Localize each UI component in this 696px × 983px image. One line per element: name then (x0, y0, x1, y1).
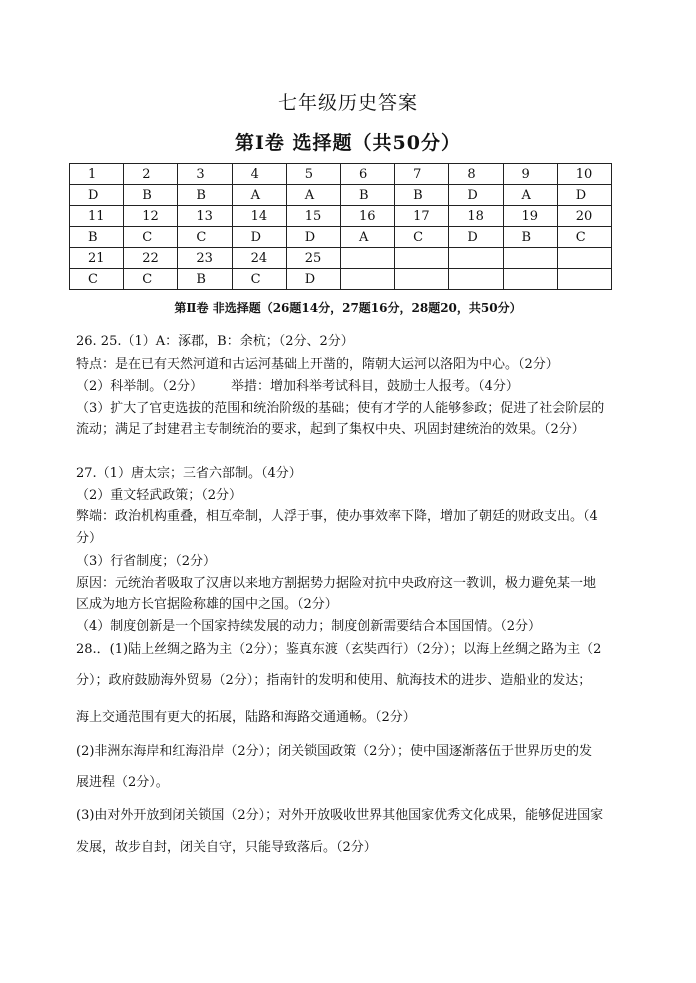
answer-line-text: 弊端：政治机构重叠，相互牵制，人浮于事，使办事效率下降，增加了朝廷的财政支出。（4 (76, 509, 598, 524)
table-cell (449, 269, 503, 290)
answer-line (76, 669, 591, 688)
answer-line-text: (3)由对外开放到闭关锁国（2分）；对外开放吸收世界其他国家优秀文化成果，能够促进国家 (76, 808, 604, 823)
table-cell: B (178, 269, 232, 290)
answer-line (76, 706, 416, 725)
table-cell: 18 (449, 206, 503, 227)
table-cell: 6 (340, 164, 394, 185)
table-cell (340, 248, 394, 269)
answer-line (76, 375, 519, 394)
answer-line-text: 28.．(1)陆上丝绸之路为主（2分）；鉴真东渡（玄奘西行）（2分）；以海上丝绸之路为主（2 (76, 642, 602, 657)
answer-line-text: （3）扩大了官吏选拔的范围和统治阶级的基础；使有才学的人能够参政；促进了社会阶层的 (76, 401, 605, 416)
table-cell (395, 269, 449, 290)
table-cell: 22 (124, 248, 178, 269)
table-row (70, 185, 612, 206)
table-cell (503, 269, 557, 290)
table-cell: D (70, 185, 124, 206)
table-cell: B (340, 185, 394, 206)
table-cell: 24 (232, 248, 286, 269)
table-cell: 9 (503, 164, 557, 185)
answer-line (76, 353, 559, 372)
answer-line-text: （3）行省制度；（2分） (76, 554, 217, 569)
table-cell: C (70, 269, 124, 290)
table-cell: C (124, 227, 178, 248)
table-cell: 5 (286, 164, 340, 185)
answer-line-text: （2）科举制。（2分） (76, 379, 204, 394)
table-cell: 16 (340, 206, 394, 227)
table-cell: D (557, 185, 611, 206)
table-cell: C (124, 269, 178, 290)
table-cell (557, 248, 611, 269)
answer-line (76, 330, 354, 349)
part1-heading: 第Ⅰ卷 选择题（共50分） (235, 132, 461, 154)
answer-line (76, 615, 541, 634)
table-cell (340, 269, 394, 290)
answer-line (76, 740, 592, 759)
answer-line-text: 海上交通范围有更大的拓展，陆路和海路交通通畅。（2分） (76, 710, 416, 725)
answer-line-text: (2)非洲东海岸和红海沿岸（2分）；闭关锁国政策（2分）；使中国逐渐落伍于世界历史的发 (76, 744, 592, 759)
table-cell: D (449, 227, 503, 248)
answer-line (76, 804, 603, 823)
table-cell: A (503, 185, 557, 206)
table-cell: A (232, 185, 286, 206)
part2-heading: 第Ⅱ卷 非选择题（26题14分，27题16分，28题20，共50分） (174, 301, 522, 315)
table-cell: C (557, 227, 611, 248)
table-cell: 15 (286, 206, 340, 227)
table-cell: C (395, 227, 449, 248)
answer-line-text: 区成为地方长官据险称雄的国中之国。（2分） (76, 597, 338, 612)
answer-line (76, 572, 596, 591)
table-cell: B (395, 185, 449, 206)
page-title: 七年级历史答案 (277, 92, 418, 114)
answer-line (76, 638, 601, 657)
answer-line-text: 发展，故步自封，闭关自守，只能导致落后。（2分） (76, 840, 377, 855)
answer-line-text: 27.（1）唐太宗；三省六部制。（4分） (76, 466, 302, 481)
table-cell: B (70, 227, 124, 248)
table-cell: 8 (449, 164, 503, 185)
table-row (70, 164, 612, 185)
answer-line (76, 397, 604, 416)
table-cell (395, 248, 449, 269)
table-cell: 4 (232, 164, 286, 185)
answer-line (76, 418, 585, 437)
answer-line-text: 展进程（2分）。 (76, 775, 169, 790)
table-cell: B (503, 227, 557, 248)
table-cell: B (124, 185, 178, 206)
answer-line (76, 836, 377, 855)
answer-line-text: 分）；政府鼓励海外贸易（2分）；指南针的发明和使用、航海技术的进步、造船业的发达； (76, 673, 592, 688)
table-cell (503, 248, 557, 269)
answer-line-text: 举措：增加科举考试科目，鼓励士人报考。（4分） (231, 379, 519, 394)
table-cell: B (178, 185, 232, 206)
table-cell: 25 (286, 248, 340, 269)
table-cell: 20 (557, 206, 611, 227)
table-cell: A (286, 185, 340, 206)
table-cell: D (286, 227, 340, 248)
answer-line-text: 分） (76, 531, 103, 546)
answer-table (69, 163, 612, 290)
table-cell: 11 (70, 206, 124, 227)
answer-line-text: 特点：是在已有天然河道和古运河基础上开凿的，隋朝大运河以洛阳为中心。（2分） (76, 357, 559, 372)
answer-line-text: （4）制度创新是一个国家持续发展的动力；制度创新需要结合本国国情。（2分） (76, 619, 542, 634)
table-cell: D (232, 227, 286, 248)
table-cell: C (232, 269, 286, 290)
table-cell: 2 (124, 164, 178, 185)
answer-line (76, 593, 338, 612)
answer-line-text: 26. 25.（1）A：涿郡，B：余杭；（2分、2分） (76, 334, 354, 349)
answer-line-text: 流动；满足了封建君主专制统治的要求，起到了集权中央、巩固封建统治的效果。（2分） (76, 422, 585, 437)
table-cell: 10 (557, 164, 611, 185)
table-row (70, 227, 612, 248)
answer-line-text: （2）重文轻武政策；（2分） (76, 488, 243, 503)
table-cell: 7 (395, 164, 449, 185)
table-cell: 12 (124, 206, 178, 227)
table-cell: 17 (395, 206, 449, 227)
table-cell: D (449, 185, 503, 206)
table-cell: 23 (178, 248, 232, 269)
answer-line (76, 484, 242, 503)
table-cell: 14 (232, 206, 286, 227)
answer-line (76, 550, 216, 569)
answer-line (76, 771, 169, 790)
answer-line (76, 505, 598, 524)
answer-line (76, 527, 102, 546)
table-cell: C (178, 227, 232, 248)
table-cell: 21 (70, 248, 124, 269)
table-cell (557, 269, 611, 290)
table-row (70, 206, 612, 227)
answer-line-text: 原因：元统治者吸取了汉唐以来地方割据势力据险对抗中央政府这一教训，极力避免某一地 (76, 576, 597, 591)
table-cell: 13 (178, 206, 232, 227)
table-row (70, 269, 612, 290)
table-cell: D (286, 269, 340, 290)
answer-line (76, 462, 302, 481)
table-cell: 3 (178, 164, 232, 185)
table-cell (449, 248, 503, 269)
table-row (70, 248, 612, 269)
table-cell: A (340, 227, 394, 248)
table-cell: 19 (503, 206, 557, 227)
table-cell: 1 (70, 164, 124, 185)
